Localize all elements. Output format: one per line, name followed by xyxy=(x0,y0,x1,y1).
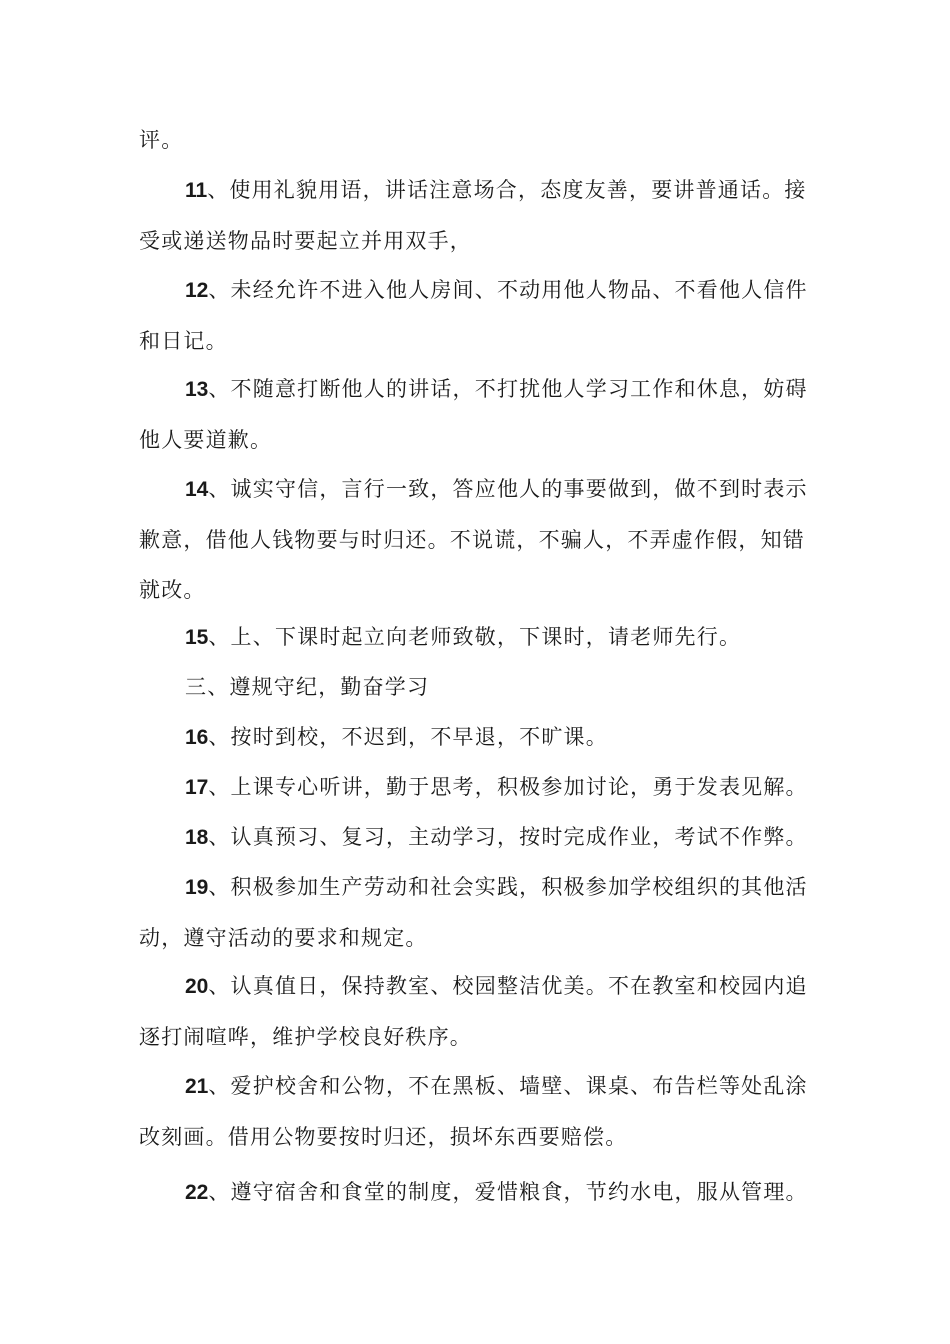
paragraph-text: 、不随意打断他人的讲话，不打扰他人学习工作和休息，妨碍他人要道歉。 xyxy=(139,377,808,452)
paragraph-rule-16 xyxy=(139,712,811,763)
paragraph-rule-22 xyxy=(139,1167,811,1218)
paragraph-rule-12 xyxy=(139,265,811,366)
rule-number: 17 xyxy=(185,776,209,799)
rule-number: 21 xyxy=(185,1075,209,1098)
rule-number: 12 xyxy=(185,279,209,302)
paragraph-text: 、爱护校舍和公物，不在黑板、墙壁、课桌、布告栏等处乱涂改刻画。借用公物要按时归还，损坏东西要赔偿。 xyxy=(139,1074,808,1149)
paragraph-continuation xyxy=(139,115,811,165)
paragraph-rule-14 xyxy=(139,464,811,615)
rule-number: 20 xyxy=(185,975,209,998)
paragraph-text: 、使用礼貌用语，讲话注意场合，态度友善，要讲普通话。接受或递送物品时要起立并用双手， xyxy=(139,178,807,253)
paragraph-text: 、上、下课时起立向老师致敬，下课时，请老师先行。 xyxy=(208,625,742,649)
rule-number: 16 xyxy=(185,726,209,749)
paragraph-text: 、上课专心听讲，勤于思考，积极参加讨论，勇于发表见解。 xyxy=(208,775,808,799)
paragraph-text: 、诚实守信，言行一致，答应他人的事要做到，做不到时表示歉意，借他人钱物要与时归还。不说谎，不骗人，不弄虚作假，知错就改。 xyxy=(139,477,808,602)
paragraph-rule-13 xyxy=(139,364,811,465)
paragraph-text: 、未经允许不进入他人房间、不动用他人物品、不看他人信件和日记。 xyxy=(139,278,808,353)
heading-text: 三、遵规守纪，勤奋学习 xyxy=(185,675,430,699)
section-heading xyxy=(139,662,811,712)
paragraph-rule-18 xyxy=(139,812,811,863)
paragraph-text: 、认真预习、复习，主动学习，按时完成作业，考试不作弊。 xyxy=(208,825,808,849)
paragraph-text: 、认真值日，保持教室、校园整洁优美。不在教室和校园内追逐打闹喧哗，维护学校良好秩序。 xyxy=(139,974,808,1049)
rule-number: 19 xyxy=(185,876,209,899)
paragraph-rule-11 xyxy=(139,165,811,266)
paragraph-rule-19 xyxy=(139,862,811,963)
paragraph-rule-20 xyxy=(139,961,811,1062)
paragraph-rule-21 xyxy=(139,1061,811,1162)
rule-number: 22 xyxy=(185,1181,209,1204)
rule-number: 15 xyxy=(185,626,209,649)
paragraph-rule-17 xyxy=(139,762,811,813)
rule-number: 13 xyxy=(185,378,209,401)
rule-number: 14 xyxy=(185,478,209,501)
rule-number: 18 xyxy=(185,826,209,849)
paragraph-text: 、积极参加生产劳动和社会实践，积极参加学校组织的其他活动，遵守活动的要求和规定。 xyxy=(139,875,808,950)
rule-number: 11 xyxy=(185,179,208,202)
paragraph-text: 评。 xyxy=(139,128,184,152)
paragraph-text: 、按时到校，不迟到，不早退，不旷课。 xyxy=(208,725,608,749)
paragraph-text: 、遵守宿舍和食堂的制度，爱惜粮食，节约水电，服从管理。 xyxy=(208,1180,808,1204)
paragraph-rule-15 xyxy=(139,612,811,663)
